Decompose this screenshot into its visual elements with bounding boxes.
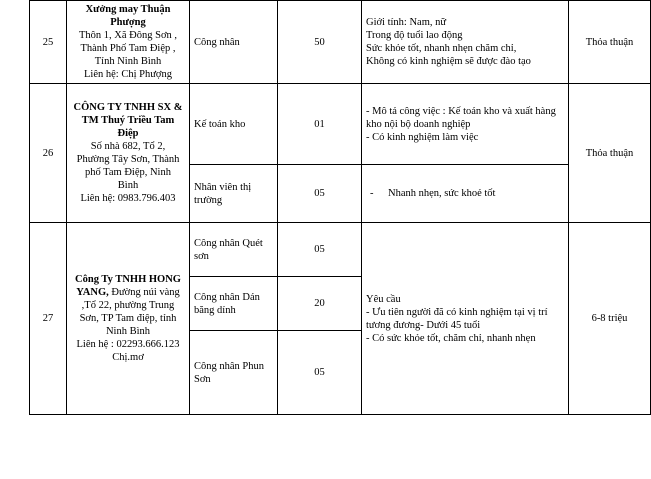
company-contact-person: Chị.mơ: [112, 352, 144, 363]
requirement-line: Giới tính: Nam, nữ: [366, 17, 447, 28]
company-name: Công Ty TNHH HONG YANG,: [75, 274, 181, 298]
requirement-line: [366, 187, 564, 200]
company-detail: Bình: [117, 180, 139, 191]
row-number: 27: [30, 223, 67, 415]
position-title: Công nhân Dán băng dính: [190, 277, 278, 331]
requirement-line: - Có kinh nghiệm làm việc: [366, 131, 479, 143]
requirements-cell: [362, 165, 569, 223]
requirements-cell: [362, 1, 569, 84]
company-detail: Ninh Bình: [105, 326, 151, 337]
position-quantity: 05: [278, 331, 362, 415]
position-title: Công nhân Quét sơn: [190, 223, 278, 277]
company-detail: Tỉnh Ninh Bình: [94, 56, 162, 67]
position-title: Công nhân Phun Sơn: [190, 331, 278, 415]
position-quantity: 05: [278, 223, 362, 277]
requirement-line: Sức khỏe tốt, nhanh nhẹn chăm chỉ,: [366, 43, 517, 54]
position-quantity: 20: [278, 277, 362, 331]
salary-cell: Thỏa thuận: [569, 84, 651, 223]
requirement-line: Yêu cầu: [366, 293, 401, 305]
company-cell: [67, 1, 190, 84]
company-detail: phố Tam Điệp, Ninh: [85, 167, 171, 178]
company-cell: [67, 84, 190, 223]
position-title: Nhân viên thị trường: [190, 165, 278, 223]
requirements-cell: [362, 84, 569, 165]
bullet-dash: -: [370, 188, 374, 199]
requirement-text: Nhanh nhẹn, sức khoẻ tốt: [388, 188, 496, 199]
company-contact: Liên hệ : 02293.666.123: [76, 339, 180, 350]
company-contact: Liên hệ: Chị Phượng: [84, 69, 172, 80]
position-quantity: 50: [278, 1, 362, 84]
company-detail: Số nhà 682, Tổ 2,: [90, 141, 166, 152]
row-number: 26: [30, 84, 67, 223]
company-detail: Sơn, TP Tam điệp, tỉnh: [79, 313, 177, 324]
requirement-line: tương đương- Dưới 45 tuổi: [366, 319, 481, 331]
company-name: Xưởng may Thuận Phượng: [85, 4, 171, 28]
company-contact: Liên hệ: 0983.796.403: [80, 193, 176, 204]
company-detail: Thành Phố Tam Điệp ,: [80, 43, 176, 54]
table-row-25: [30, 1, 651, 84]
requirement-line: - Ưu tiên người đã có kinh nghiệm tại vị trí: [366, 306, 548, 318]
table-row-27: [30, 223, 651, 277]
requirement-line: Trong độ tuổi lao động: [366, 30, 463, 41]
company-detail: ,Tổ 22, phường Trung: [81, 300, 175, 311]
requirement-line: Không có kinh nghiệm sẽ được đào tạo: [366, 56, 531, 67]
salary-cell: Thỏa thuận: [569, 1, 651, 84]
table-row-26: [30, 84, 651, 165]
company-detail: Thôn 1, Xã Đông Sơn ,: [78, 30, 177, 41]
company-cell: [67, 223, 190, 415]
requirement-line: - Có sức khỏe tốt, chăm chỉ, nhanh nhẹn: [366, 332, 536, 344]
company-detail: Đường núi vàng: [111, 287, 180, 298]
position-quantity: 01: [278, 84, 362, 165]
company-detail: Phường Tây Sơn, Thành: [76, 154, 180, 165]
job-table: [29, 0, 651, 415]
row-number: 25: [30, 1, 67, 84]
position-title: Công nhân: [190, 1, 278, 84]
salary-cell: 6-8 triệu: [569, 223, 651, 415]
company-name: CÔNG TY TNHH SX & TM Thuý Triều Tam Điệp: [73, 102, 183, 139]
position-quantity: 05: [278, 165, 362, 223]
requirement-line: kho nội bộ doanh nghiệp: [366, 118, 471, 130]
requirements-cell: [362, 223, 569, 415]
position-title: Kế toán kho: [190, 84, 278, 165]
requirement-line: - Mô tả công việc : Kế toán kho và xuất hàng: [366, 105, 556, 117]
